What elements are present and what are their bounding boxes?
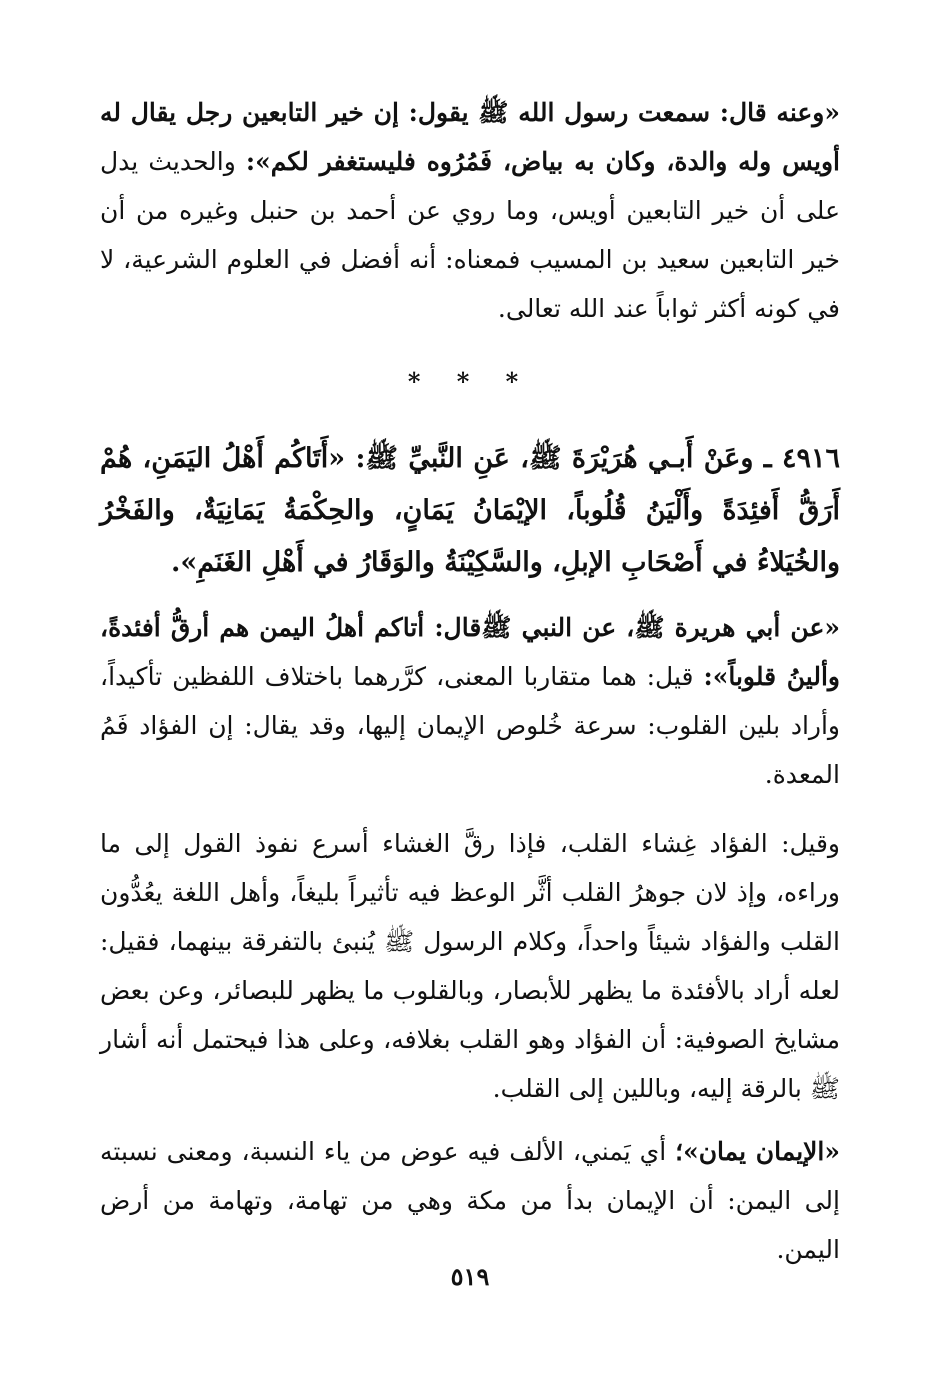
commentary-text: قيل: هما متقاربا المعنى، كرَّرهما باختلاف اللفظين تأكيداً، وأراد بلين القلوب: سرعة خُلوص الإيمان إليها، وقد يقال: إن الفؤاد فَمُ المعدة. — [100, 662, 840, 789]
commentary-paragraph-3: وقيل: الفؤاد غِشاء القلب، فإذا رقَّ الغشاء أسرع نفوذ القول إلى ما وراءه، وإذ لان جوهرُ القلب أثَّر الوعظ فيه تأثيراً بليغاً، وأهل اللغة يعُدُّون القلب والفؤاد شيئاً واحداً، وكلام الرسول ﷺ يُنبئ بالتفرقة بينهما، فقيل: لعله أراد بالأفئدة ما يظهر للأبصار، وبالقلوب ما يظهر للبصائر، وعن بعض مشايخ الصوفية: أن الفؤاد وهو القلب بغلافه، وعلى هذا فيحتمل أنه أشار ﷺ بالرقة إليه، وباللين إلى القلب. — [100, 829, 840, 1103]
quoted-hadith-text: «وعنه قال: سمعت رسول الله ﷺ يقول: إن خير التابعين رجل يقال له أويس وله والدة، وكان به بياض، فَمُرُوه فليستغفر لكم»: — [100, 98, 840, 176]
commentary-paragraph-2 — [100, 603, 840, 799]
quoted-hadith-text: «الإيمان يمان»؛ — [675, 1137, 840, 1166]
quoted-hadith-text: «عن أبي هريرة ﷺ، عن النبي ﷺقال: أتاكم أهلُ اليمن هم أرقُّ أفئدةً، وألينُ قلوباً»: — [100, 613, 840, 691]
page-number: ٥١٩ — [450, 1262, 490, 1291]
commentary-text: أي يَمني، الألف فيه عوض من ياء النسبة، ومعنى نسبته إلى اليمن: أن الإيمان بدأ من مكة وهي من تهامة، وتهامة من أرض اليمن. — [100, 1137, 840, 1264]
commentary-paragraph-1 — [100, 88, 840, 333]
commentary-paragraph-4 — [100, 1127, 840, 1274]
commentary-text: والحديث يدل على أن خير التابعين أويس، وما روي عن أحمد بن حنبل وغيره من أن خير التابعين سعيد بن المسيب فمعناه: أنه أفضل في العلوم الشرعية، لا في كونه أكثر ثواباً عند الله تعالى. — [100, 147, 840, 323]
hadith-4916: ٤٩١٦ ـ وعَنْ أَبـي هُرَيْرَةَ ﷺ، عَنِ النَّبيِّ ﷺ: «أَتَاكُم أَهْلُ اليَمَنِ، هُمْ أَرَقُّ أَفئِدَةً وأَلْيَنُ قُلُوباً، الإيْمَانُ يَمَانٍ، والحِكْمَةُ يَمَانِيَةٌ، والفَخْرُ والخُيَلاءُ في أَصْحَابِ الإبلِ، والسَّكِيْنَةُ والوَقَارُ في أَهْلِ الغَنَمِ». — [100, 443, 840, 578]
section-separator: * * * — [407, 367, 533, 396]
